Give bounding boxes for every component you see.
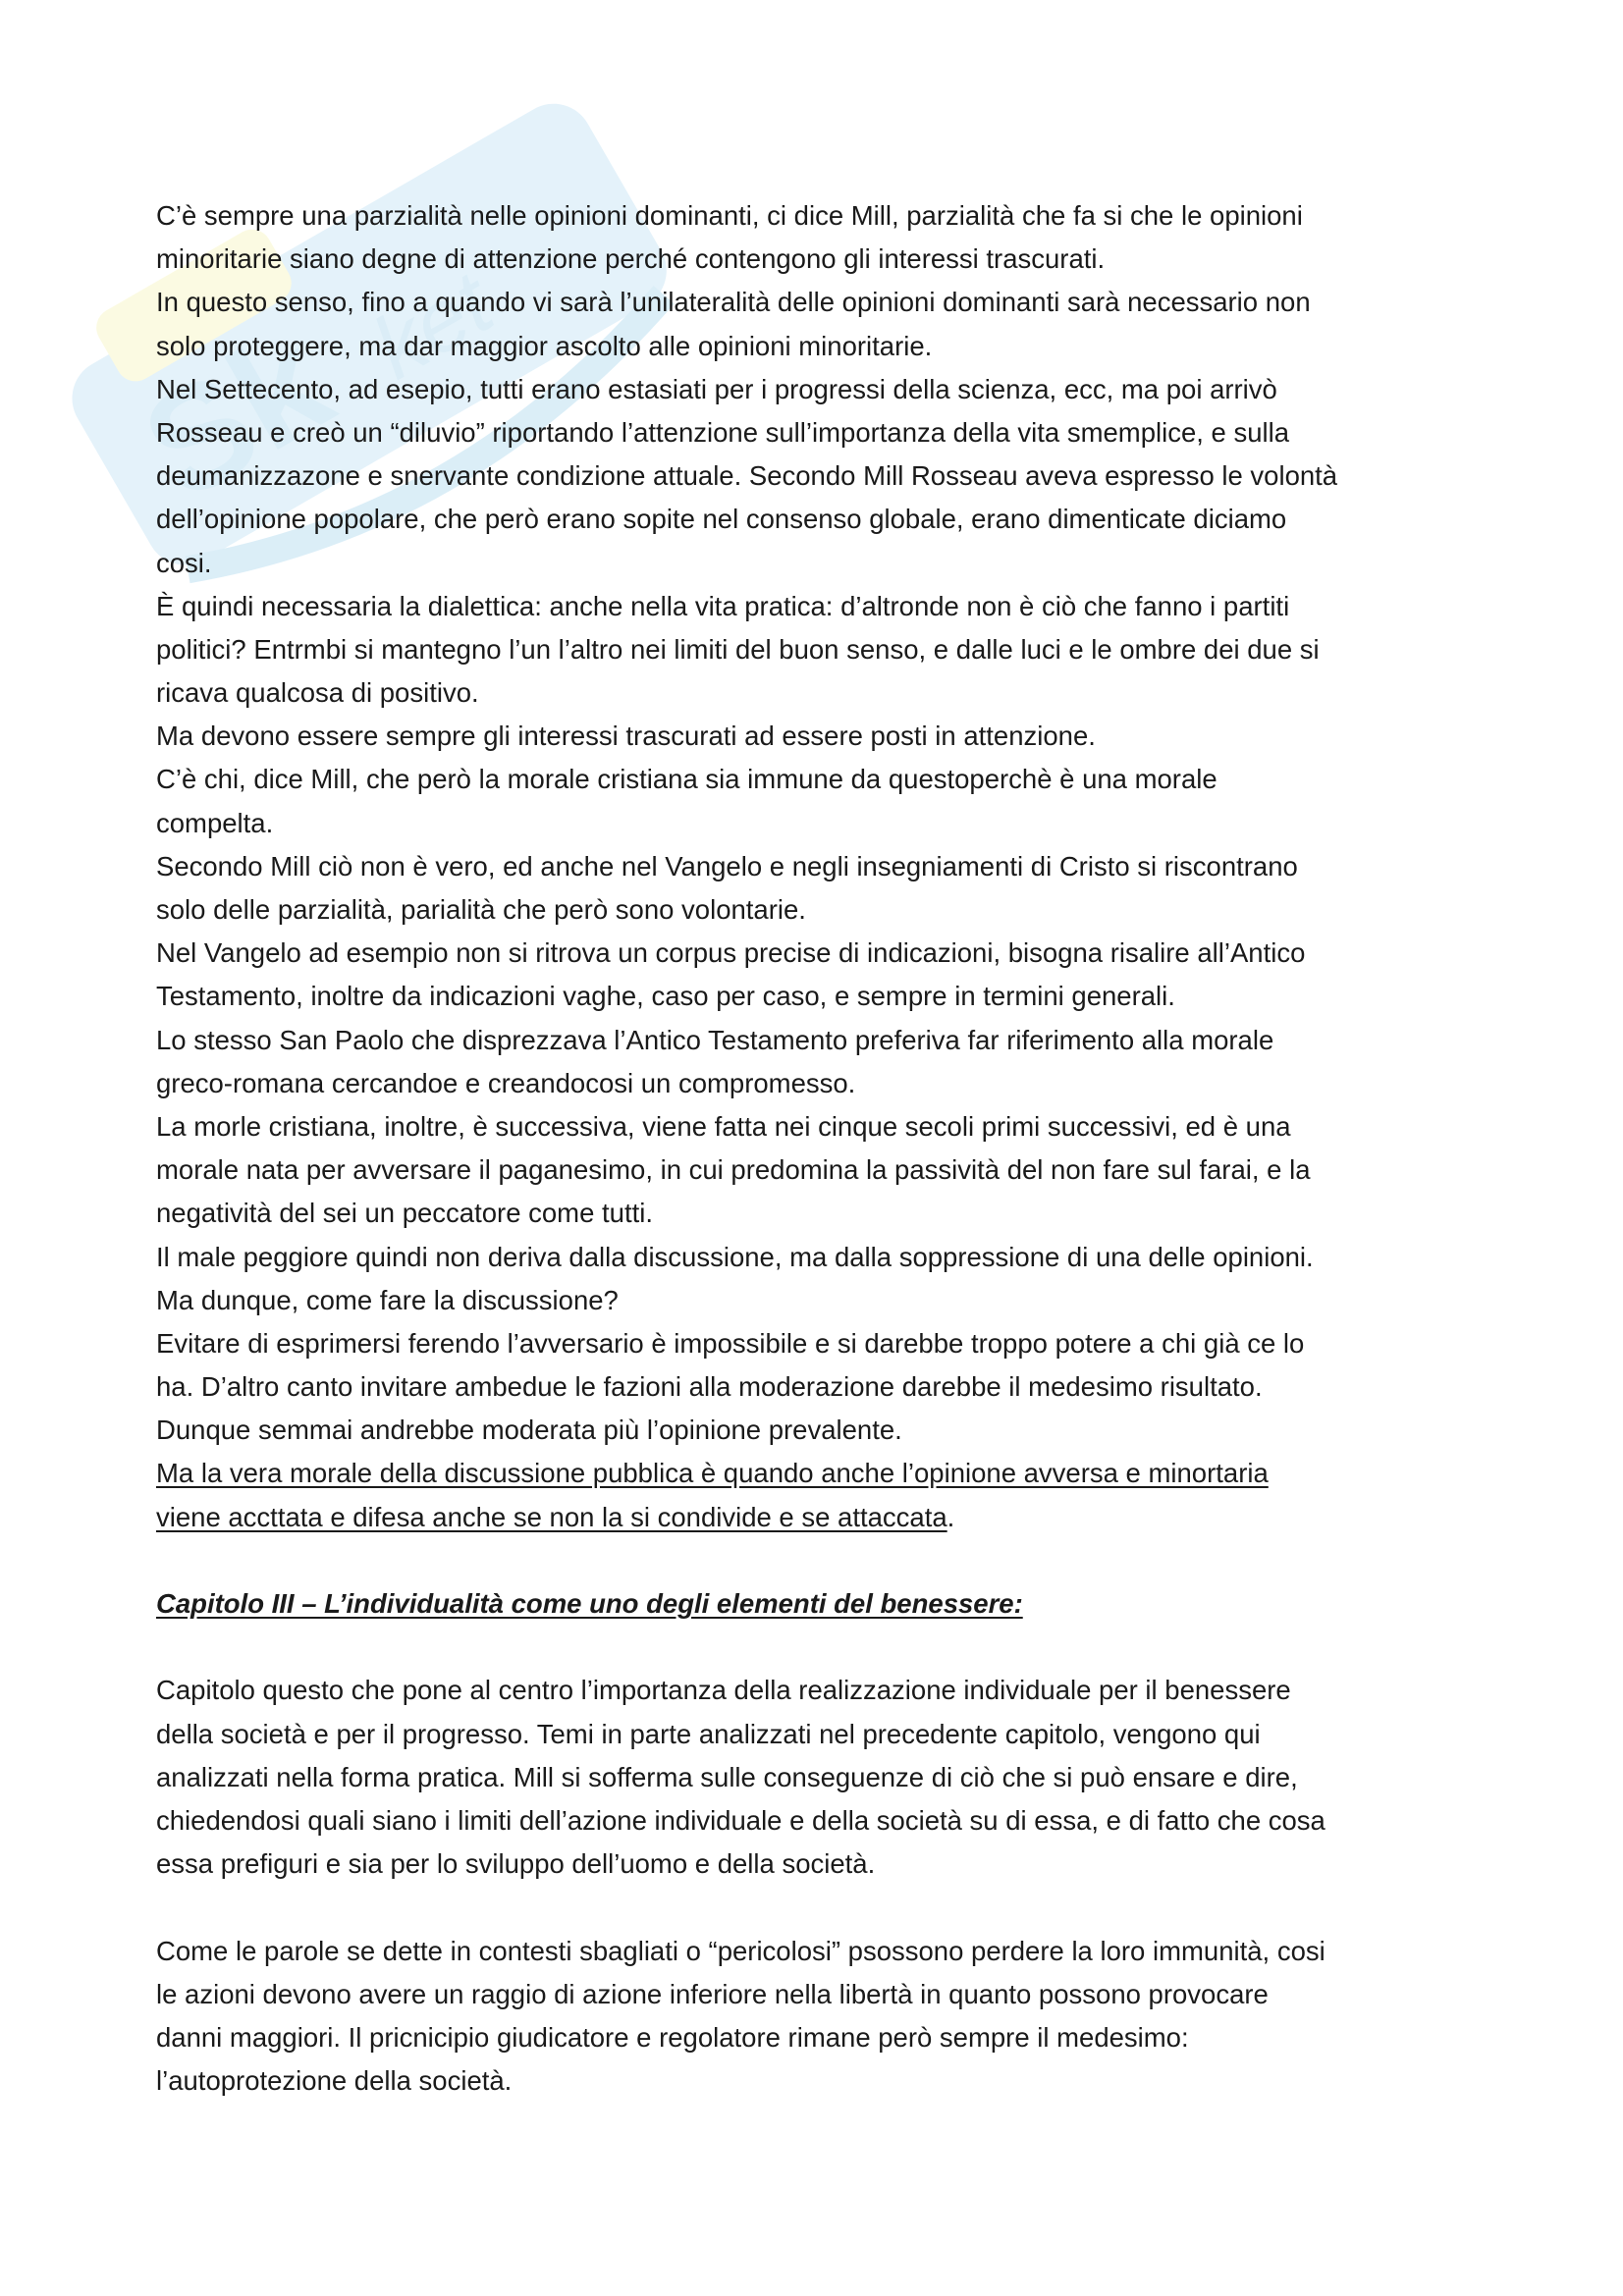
text-line: greco-romana cercandoe e creandocosi un compromesso. [156, 1067, 856, 1098]
text-line: Il male peggiore quindi non deriva dalla discussione, ma dalla soppressione di una delle opinioni. [156, 1241, 1314, 1272]
underlined-text-line [156, 1496, 1482, 1539]
text-line: minoritarie siano degne di attenzione perché contengono gli interessi trascurati. [156, 243, 1106, 275]
text-line: compelta. [156, 807, 274, 838]
text-line: l’autoprotezione della società. [156, 2065, 513, 2097]
text-line: cosi. [156, 547, 212, 578]
text-line: morale nata per avversare il paganesimo, in cui predomina la passività del non fare sul farai, e la [156, 1154, 1311, 1186]
text-line: chiedendosi quali siano i limiti dell’azione individuale e della società su di essa, e di fatto che cosa [156, 1804, 1325, 1836]
svg-text:Sk: Sk [117, 297, 356, 532]
text-line: C’è sempre una parzialità nelle opinioni dominanti, ci dice Mill, parzialità che fa si che le opinioni [156, 200, 1303, 231]
underlined-text-line [156, 1452, 1482, 1495]
text-line: le azioni devono avere un raggio di azione inferiore nella libertà in quanto possono provocare [156, 1978, 1269, 2009]
text-line: deumanizzazone e snervante condizione attuale. Secondo Mill Rosseau aveva espresso le volontà [156, 460, 1338, 492]
text-line: Capitolo questo che pone al centro l’importanza della realizzazione individuale per il benessere [156, 1675, 1291, 1706]
text-line: Come le parole se dette in contesti sbagliati o “pericolosi” psossono perdere la loro immunità, cosi [156, 1935, 1325, 1966]
text-line: È quindi necessaria la dialettica: anche nella vita pratica: d’altronde non è ciò che fanno i partiti [156, 590, 1290, 621]
paragraph-block-3 [156, 1930, 1482, 2104]
text-line: In questo senso, fino a quando vi sarà l’unilateralità delle opinioni dominanti sarà necessario non [156, 287, 1311, 318]
svg-text:ket: ket [356, 253, 509, 399]
text-line: negatività del sei un peccatore come tutti. [156, 1198, 653, 1229]
text-line: Rosseau e creò un “diluvio” riportando l’attenzione sull’importanza della vita smemplice, e sulla [156, 416, 1290, 448]
text-line: Evitare di esprimersi ferendo l’avversario è impossibile e si darebbe troppo potere a chi già ce lo [156, 1327, 1305, 1359]
text-line: Nel Vangelo ad esempio non si ritrova un corpus precise di indicazioni, bisogna risalire all’Antico [156, 937, 1306, 969]
sentence-end: . [947, 1501, 955, 1532]
text-line: Nel Settecento, ad esepio, tutti erano estasiati per i progressi della scienza, ecc, ma poi arrivò [156, 373, 1277, 404]
text-line: Dunque semmai andrebbe moderata più l’opinione prevalente. [156, 1415, 902, 1446]
underlined-text: Ma la vera morale della discussione pubblica è quando anche l’opinione avversa e minortaria [156, 1458, 1269, 1489]
document-body [156, 194, 1482, 2103]
text-line: Lo stesso San Paolo che disprezzava l’Antico Testamento preferiva far riferimento alla morale [156, 1024, 1274, 1055]
text-line: ha. D’altro canto invitare ambedue le fazioni alla moderazione darebbe il medesimo risultato. [156, 1371, 1263, 1403]
text-line: Ma devono essere sempre gli interessi trascurati ad essere posti in attenzione. [156, 721, 1096, 752]
underlined-text: viene accttata e difesa anche se non la si condivide e se attaccata [156, 1501, 947, 1532]
text-line: solo proteggere, ma dar maggior ascolto alle opinioni minoritarie. [156, 330, 933, 361]
paragraph-spacer [156, 1626, 1482, 1669]
text-line: Testamento, inoltre da indicazioni vaghe, caso per caso, e sempre in termini generali. [156, 981, 1175, 1012]
text-line: ricava qualcosa di positivo. [156, 677, 479, 709]
text-line: La morle cristiana, inoltre, è successiva, viene fatta nei cinque secoli primi successivi, ed è una [156, 1110, 1291, 1142]
text-line: Ma dunque, come fare la discussione? [156, 1284, 619, 1315]
paragraph-block-2 [156, 1669, 1482, 1886]
text-line: Secondo Mill ciò non è vero, ed anche nel Vangelo e negli insegniamenti di Cristo si riscontrano [156, 850, 1298, 881]
paragraph-spacer [156, 1886, 1482, 1929]
paragraph-block-1 [156, 194, 1482, 1539]
paragraph-spacer [156, 1539, 1482, 1582]
text-line: della società e per il progresso. Temi in parte analizzati nel precedente capitolo, vengono qui [156, 1718, 1261, 1749]
text-line: essa prefiguri e sia per lo sviluppo dell’uomo e della società. [156, 1848, 876, 1880]
text-line: C’è chi, dice Mill, che però la morale cristiana sia immune da questoperchè è una morale [156, 764, 1217, 795]
text-line: dell’opinione popolare, che però erano sopite nel consenso globale, erano dimenticate diciamo [156, 504, 1287, 535]
chapter-heading: Capitolo III – L’individualità come uno degli elementi del benessere: [156, 1588, 1023, 1619]
text-line: danni maggiori. Il pricnicipio giudicatore e regolatore rimane però sempre il medesimo: [156, 2021, 1189, 2053]
text-line: analizzati nella forma pratica. Mill si sofferma sulle conseguenze di ciò che si può ensare e dire, [156, 1761, 1298, 1792]
text-line: solo delle parzialità, parialità che però sono volontarie. [156, 894, 806, 925]
text-line: politici? Entrmbi si mantegno l’un l’altro nei limiti del buon senso, e dalle luci e le ombre dei due si [156, 633, 1320, 665]
